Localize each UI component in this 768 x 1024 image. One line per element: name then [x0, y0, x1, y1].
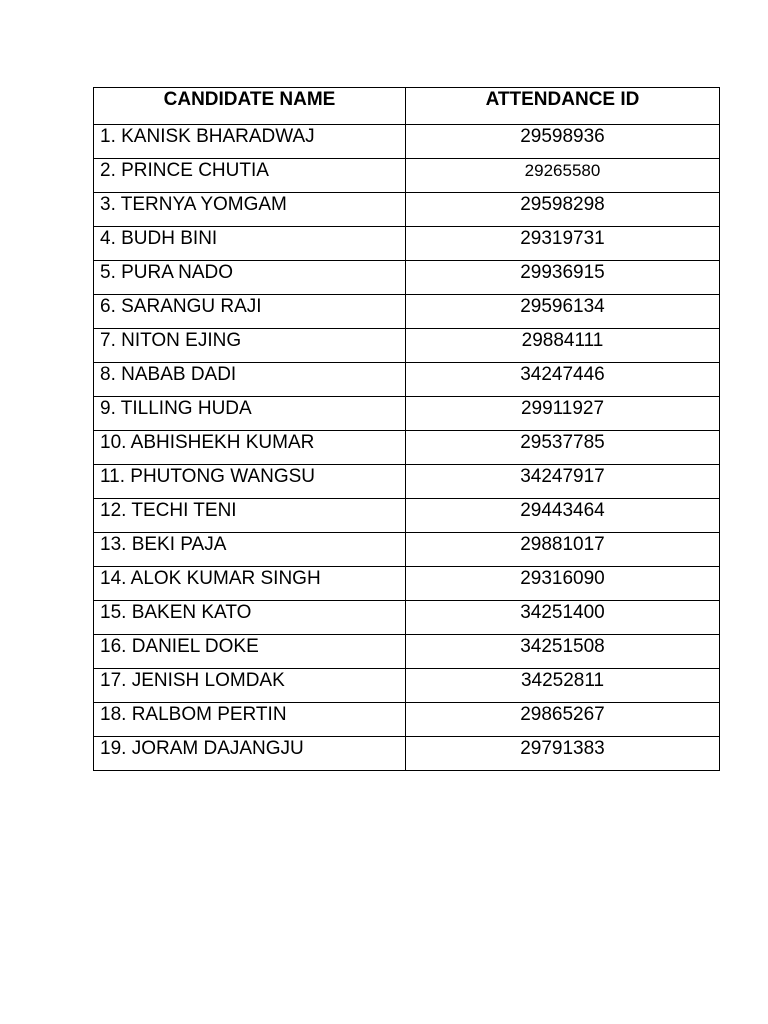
candidate-name-cell: 19. JORAM DAJANGJU [94, 737, 406, 771]
candidate-name-cell: 13. BEKI PAJA [94, 533, 406, 567]
candidate-name-cell: 7. NITON EJING [94, 329, 406, 363]
attendance-id-cell: 34251508 [406, 635, 720, 669]
table-header-row [94, 88, 720, 125]
column-header-attendance-id: ATTENDANCE ID [406, 88, 720, 125]
attendance-id-cell: 29936915 [406, 261, 720, 295]
candidate-name-cell: 15. BAKEN KATO [94, 601, 406, 635]
table-row [94, 737, 720, 771]
attendance-id-cell: 29865267 [406, 703, 720, 737]
candidate-name-cell: 18. RALBOM PERTIN [94, 703, 406, 737]
attendance-id-cell: 29598936 [406, 125, 720, 159]
candidate-name-cell: 8. NABAB DADI [94, 363, 406, 397]
table-row [94, 329, 720, 363]
table-row [94, 669, 720, 703]
table-row [94, 295, 720, 329]
table-row [94, 261, 720, 295]
attendance-table [93, 87, 720, 771]
table-row [94, 397, 720, 431]
candidate-name-cell: 4. BUDH BINI [94, 227, 406, 261]
attendance-id-cell: 34251400 [406, 601, 720, 635]
table-row [94, 601, 720, 635]
attendance-id-cell: 29791383 [406, 737, 720, 771]
column-header-candidate-name: CANDIDATE NAME [94, 88, 406, 125]
attendance-id-cell: 29596134 [406, 295, 720, 329]
attendance-id-cell: 34247446 [406, 363, 720, 397]
table-row [94, 125, 720, 159]
attendance-id-cell: 29443464 [406, 499, 720, 533]
candidate-name-cell: 5. PURA NADO [94, 261, 406, 295]
attendance-id-cell: 34247917 [406, 465, 720, 499]
table-row [94, 533, 720, 567]
table-row [94, 159, 720, 193]
candidate-name-cell: 17. JENISH LOMDAK [94, 669, 406, 703]
table-row [94, 465, 720, 499]
attendance-id-cell: 29316090 [406, 567, 720, 601]
table-row [94, 363, 720, 397]
candidate-name-cell: 10. ABHISHEKH KUMAR [94, 431, 406, 465]
candidate-name-cell: 2. PRINCE CHUTIA [94, 159, 406, 193]
candidate-name-cell: 16. DANIEL DOKE [94, 635, 406, 669]
candidate-name-cell: 3. TERNYA YOMGAM [94, 193, 406, 227]
candidate-name-cell: 9. TILLING HUDA [94, 397, 406, 431]
attendance-id-cell: 29265580 [406, 159, 720, 193]
attendance-id-cell: 29911927 [406, 397, 720, 431]
table-row [94, 431, 720, 465]
candidate-name-cell: 12. TECHI TENI [94, 499, 406, 533]
candidate-name-cell: 1. KANISK BHARADWAJ [94, 125, 406, 159]
table-row [94, 227, 720, 261]
table-row [94, 635, 720, 669]
attendance-id-cell: 34252811 [406, 669, 720, 703]
table-row [94, 703, 720, 737]
attendance-id-cell: 29319731 [406, 227, 720, 261]
attendance-id-cell: 29537785 [406, 431, 720, 465]
attendance-id-cell: 29598298 [406, 193, 720, 227]
attendance-id-cell: 29881017 [406, 533, 720, 567]
candidate-name-cell: 6. SARANGU RAJI [94, 295, 406, 329]
candidate-name-cell: 11. PHUTONG WANGSU [94, 465, 406, 499]
attendance-id-cell: 29884111 [406, 329, 720, 363]
table-row [94, 499, 720, 533]
table-row [94, 193, 720, 227]
candidate-name-cell: 14. ALOK KUMAR SINGH [94, 567, 406, 601]
table-row [94, 567, 720, 601]
